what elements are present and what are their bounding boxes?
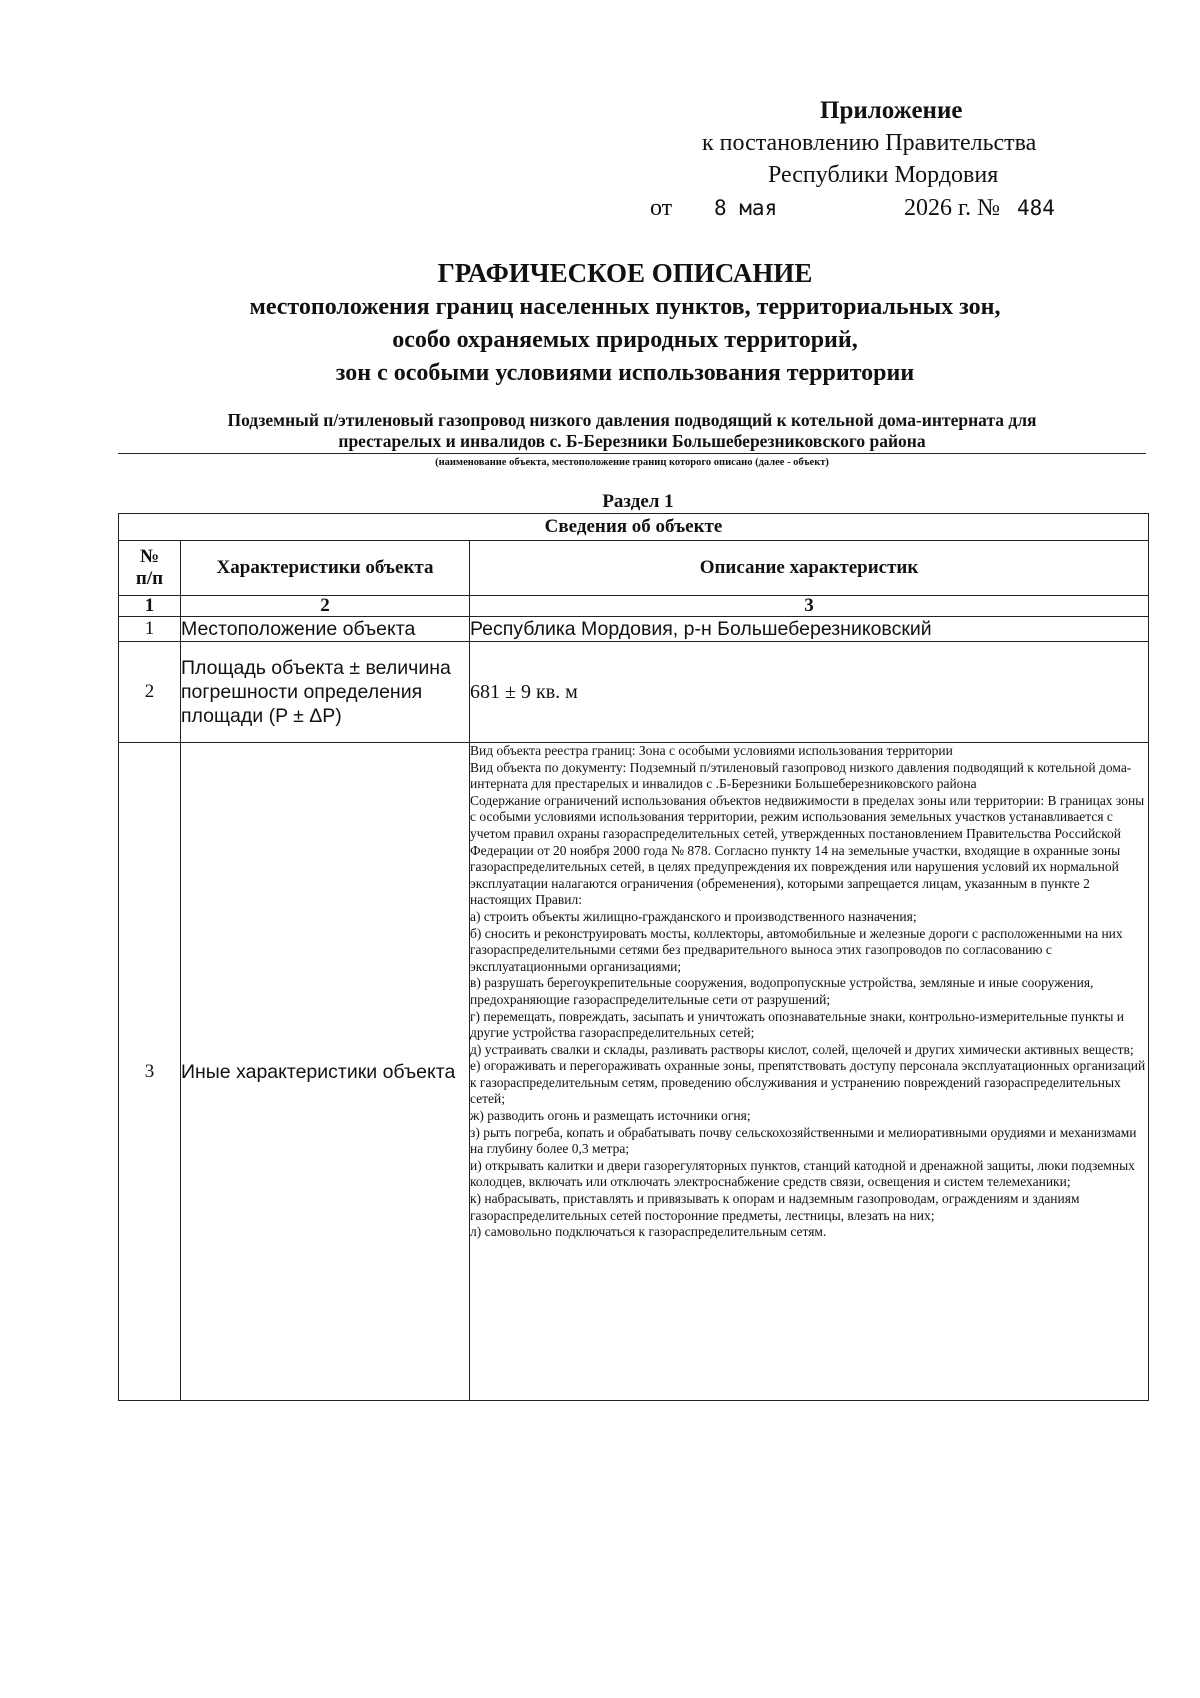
column-number-3: 3 xyxy=(470,596,1149,617)
detail-paragraph: з) рыть погреба, копать и обрабатывать почву сельскохозяйственными и мелиоративными орудиями и механизмами на глубину более 0,3 метра; xyxy=(470,1124,1137,1157)
table-row xyxy=(119,642,1149,743)
date-day-month: 8 мая xyxy=(714,196,778,220)
row-characteristic: Площадь объекта ± величина погрешности определения площади (P ± ΔP) xyxy=(181,642,470,743)
document-subtitle-line: зон с особыми условиями использования территории xyxy=(335,360,915,386)
object-name-line: престарелых и инвалидов с. Б-Березники Большеберезниковского района xyxy=(338,431,926,451)
row-characteristic: Иные характеристики объекта xyxy=(181,743,470,1401)
object-name-block xyxy=(118,410,1146,470)
document-title: ГРАФИЧЕСКОЕ ОПИСАНИЕ xyxy=(437,258,813,288)
object-name xyxy=(118,410,1146,454)
row-value: Республика Мордовия, р-н Большеберезниковский xyxy=(470,617,1149,642)
object-name-line: Подземный п/этиленовый газопровод низкого давления подводящий к котельной дома-интерната для xyxy=(227,410,1037,430)
row-number: 2 xyxy=(119,642,181,743)
detail-paragraph: Содержание ограничений использования объектов недвижимости в пределах зоны или территории: В границах зоны с особыми условиями использования территории, режим использования земельных участков устанавливается с учетом правил охраны газораспределительных сетей, утвержденных постановлением Правительства Российской Федерации от 20 ноября 2000 года № 878. Согласно пункту 14 на земельные участки, входящие в охранные зоны газораспределительных сетей, в целях предупреждения их повреждения или нарушения условий их нормальной эксплуатации налагаются ограничения (обременения), которыми запрещается лицам, указанным в пункте 2 настоящих Правил: xyxy=(470,792,1145,908)
appendix-title: Приложение xyxy=(820,97,963,124)
object-info-table xyxy=(118,513,1149,1401)
detail-paragraph: и) открывать калитки и двери газорегуляторных пунктов, станций катодной и дренажной защиты, люки подземных колодцев, включать или отключать электроснабжение средств связи, освещения и систем телемеханики; xyxy=(470,1157,1135,1190)
appendix-date xyxy=(650,191,1170,225)
header-description: Описание характеристик xyxy=(470,541,1149,596)
appendix-line1: к постановлению Правительства xyxy=(702,130,1037,156)
header-characteristic: Характеристики объекта xyxy=(181,541,470,596)
header-number: № п/п xyxy=(119,541,181,596)
row-number: 1 xyxy=(119,617,181,642)
date-year: 2026 г. № xyxy=(904,195,1001,221)
row-number: 3 xyxy=(119,743,181,1401)
doc-number: 484 xyxy=(1017,196,1055,220)
column-number-1: 1 xyxy=(119,596,181,617)
detail-paragraph: е) огораживать и перегораживать охранные зоны, препятствовать доступу персонала эксплуатационных организаций к газораспределительным сетям, проведению обслуживания и устранению повреждений газораспределительных сетей; xyxy=(470,1058,1146,1107)
detail-paragraph: л) самовольно подключаться к газораспределительным сетям. xyxy=(470,1224,827,1240)
object-caption: (наименование объекта, местоположение границ которого описано (далее - объект) xyxy=(435,457,829,468)
detail-paragraph: ж) разводить огонь и размещать источники огня; xyxy=(470,1108,751,1124)
column-number-2: 2 xyxy=(181,596,470,617)
table-title: Сведения об объекте xyxy=(119,514,1149,541)
appendix-line2: Республики Мордовия xyxy=(768,162,999,188)
detail-paragraph: а) строить объекты жилищно-гражданского и производственного назначения; xyxy=(470,908,917,924)
detail-paragraph: к) набрасывать, приставлять и привязывать к опорам и надземным газопроводам, ограждениям и зданиям газораспределительных сетей посторонние предметы, лестницы, влезать на них; xyxy=(470,1191,1080,1223)
detail-paragraph: г) перемещать, повреждать, засыпать и уничтожать опознавательные знаки, контрольно-измерительные пункты и другие устройства газораспределительных сетей; xyxy=(470,1008,1125,1041)
row-details xyxy=(470,743,1149,1401)
table-row xyxy=(119,743,1149,1401)
document-subtitle-line: особо охраняемых природных территорий, xyxy=(392,327,858,353)
table-row xyxy=(119,617,1149,642)
row-value: 681 ± 9 кв. м xyxy=(470,642,1149,743)
detail-paragraph: Вид объекта реестра границ: Зона с особыми условиями использования территории xyxy=(470,743,953,758)
detail-paragraph: б) сносить и реконструировать мосты, коллекторы, автомобильные и железные дороги с расположенными на них газораспределительными сетями без предварительного выноса этих газопроводов по согласованию с эксплуатационными организациями; xyxy=(470,925,1123,974)
detail-paragraph: в) разрушать берегоукрепительные сооружения, водопропускные устройства, земляные и иные сооружения, предохраняющие газораспределительные сети от разрушений; xyxy=(470,975,1094,1007)
detail-paragraph: д) устраивать свалки и склады, разливать растворы кислот, солей, щелочей и других химически активных веществ; xyxy=(470,1041,1134,1057)
section-title: Раздел 1 xyxy=(602,491,674,512)
date-prefix: от xyxy=(650,195,673,221)
appendix-block xyxy=(650,95,1170,225)
detail-paragraph: Вид объекта по документу: Подземный п/этиленовый газопровод низкого давления подводящий к котельной дома-интерната для престарелых и инвалидов с .Б-Березники Большеберезниковского района xyxy=(470,759,1132,792)
document-heading xyxy=(60,255,1190,390)
document-subtitle-line: местоположения границ населенных пунктов, территориальных зон, xyxy=(249,294,1001,320)
row-characteristic: Местоположение объекта xyxy=(181,617,470,642)
